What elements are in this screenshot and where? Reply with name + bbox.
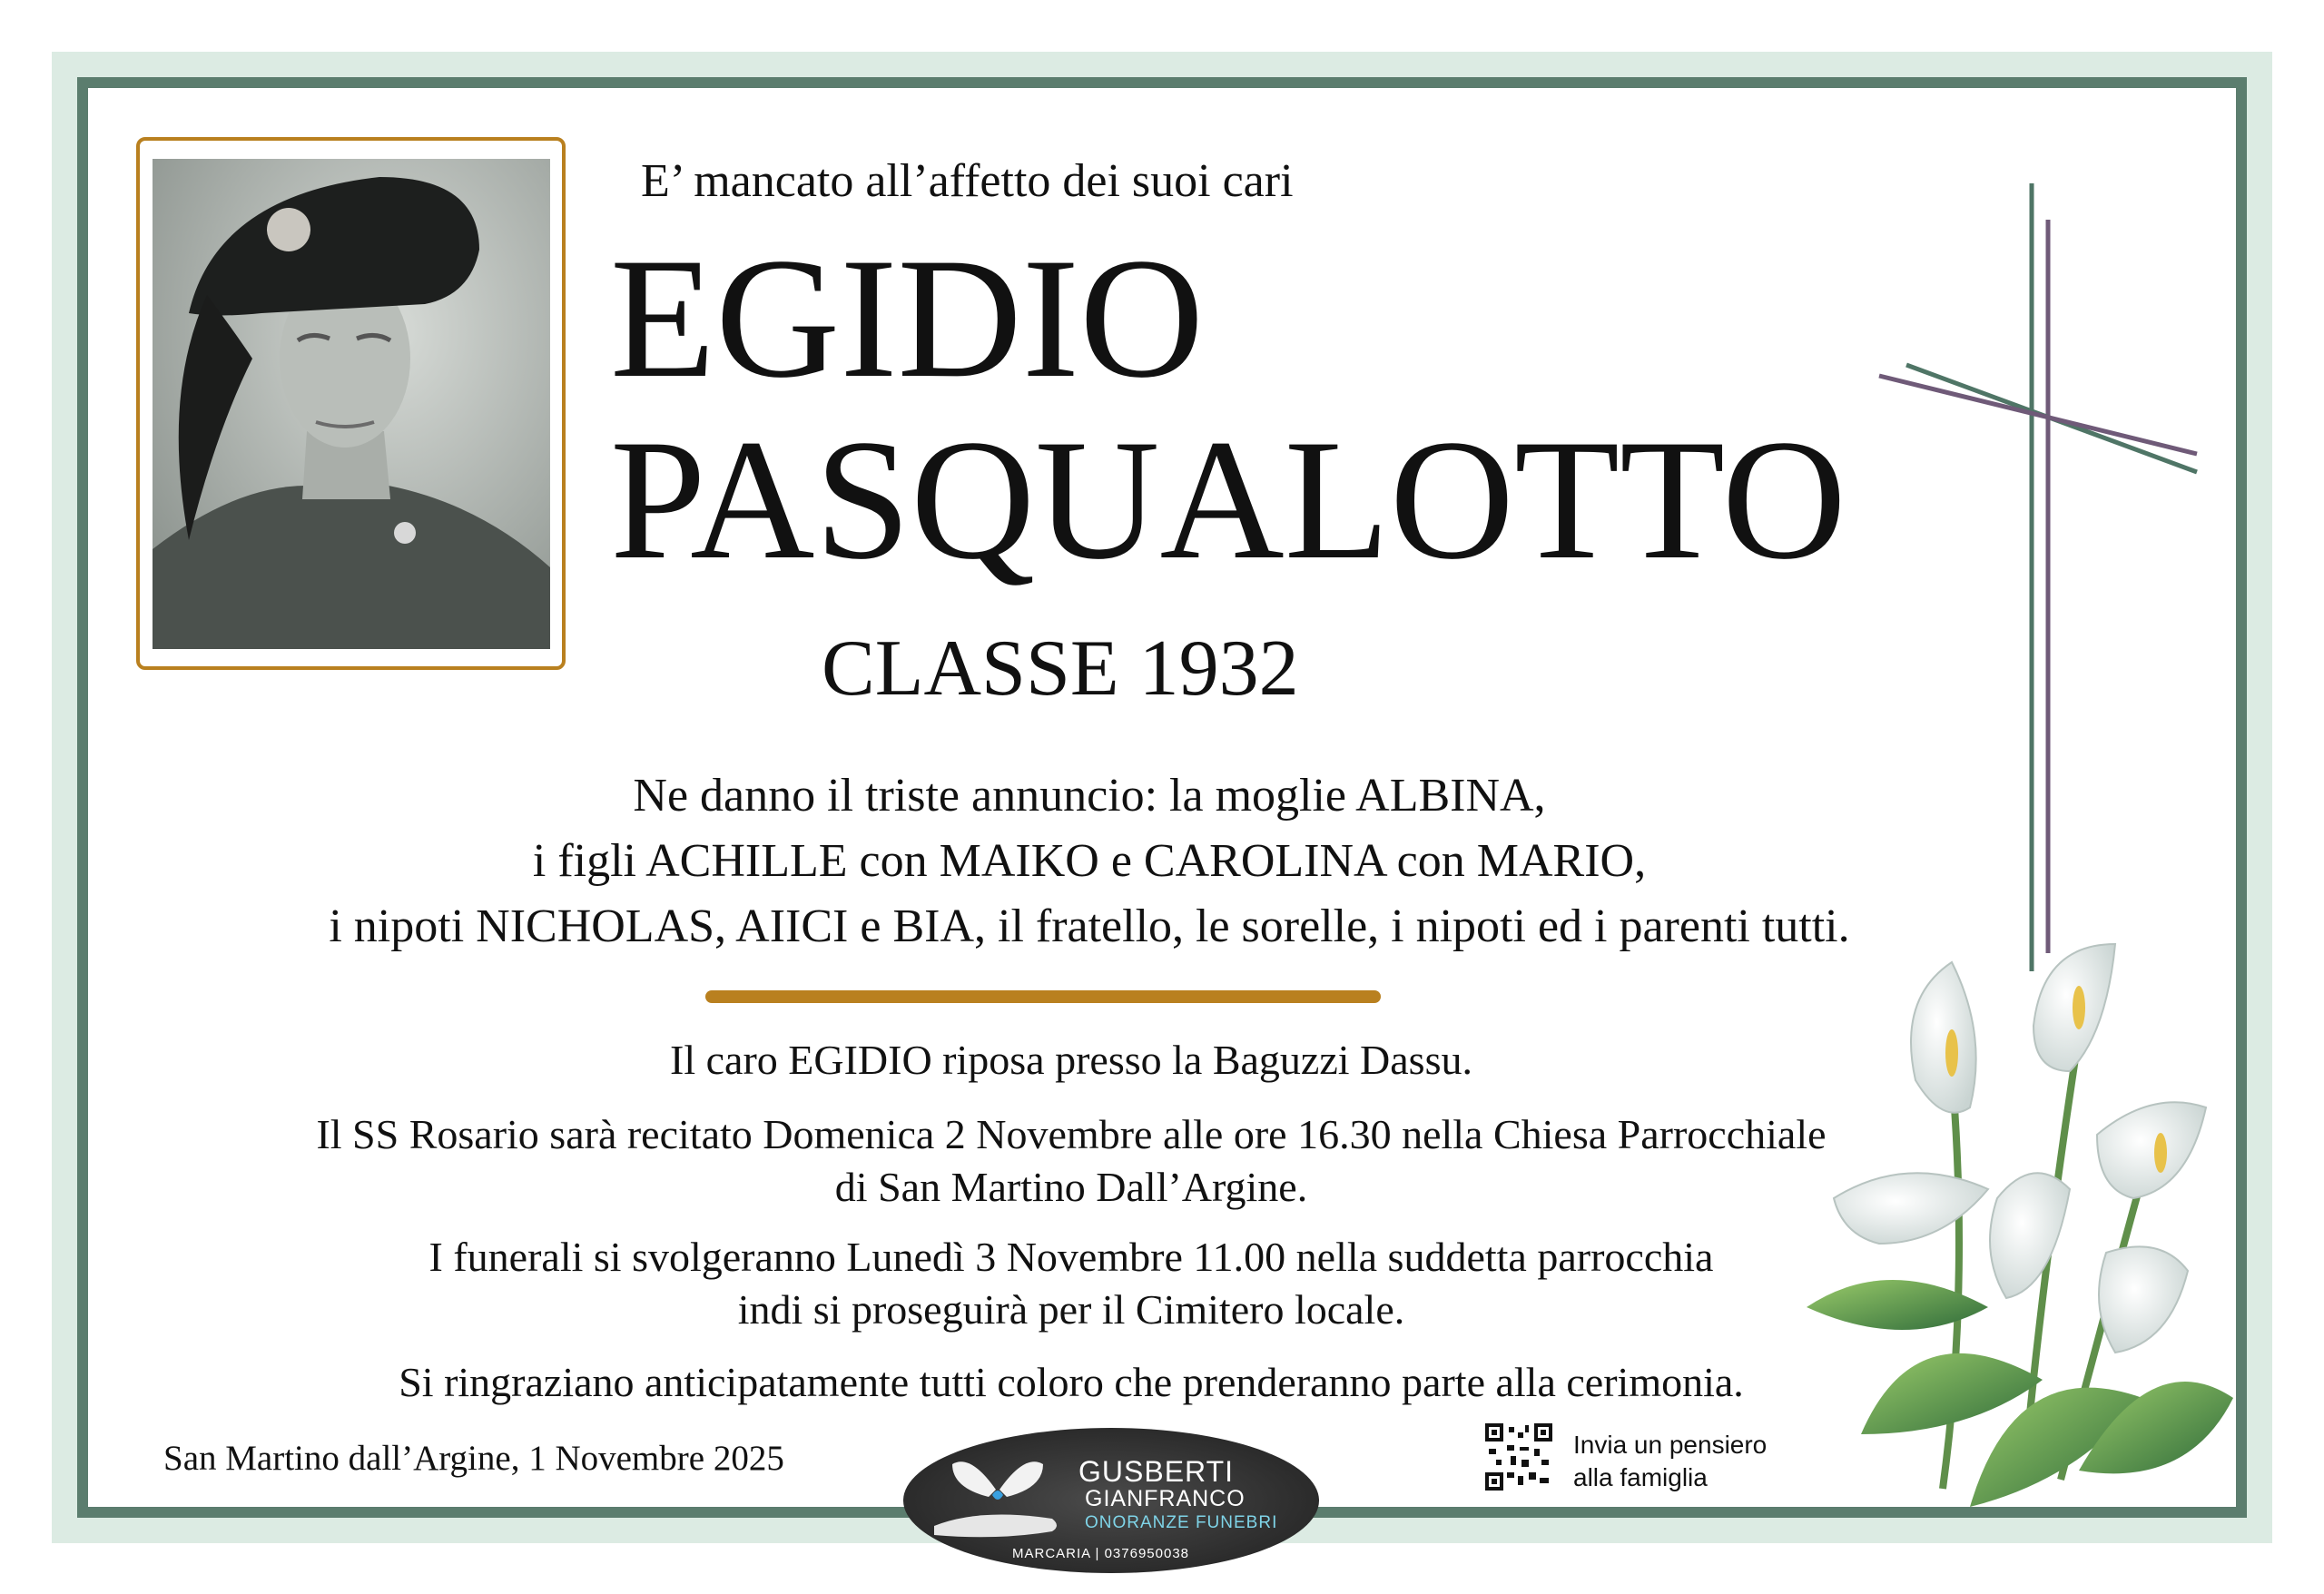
announcement-line: i figli ACHILLE con MAIKO e CAROLINA con MARIO, (532, 835, 1647, 887)
funeral-info (163, 1231, 1979, 1336)
funeral-line: I funerali si svolgeranno Lunedì 3 Novembre 11.00 nella suddetta parrocchia (428, 1234, 1714, 1280)
gold-divider (705, 990, 1381, 1003)
qr-caption-line: alla famiglia (1573, 1463, 1708, 1491)
calla-lily-flowers (1807, 926, 2242, 1543)
qr-caption-line: Invia un pensiero (1573, 1431, 1768, 1459)
logo-name-line1: GUSBERTI (1078, 1455, 1234, 1488)
announcement-line: i nipoti NICHOLAS, AIICI e BIA, il fratello, le sorelle, i nipoti ed i parenti tutti. (329, 900, 1850, 952)
portrait-photo-frame (136, 137, 566, 670)
rosary-info (163, 1108, 1979, 1214)
birth-class: CLASSE 1932 (822, 625, 1299, 713)
place-date: San Martino dall’Argine, 1 Novembre 2025 (163, 1439, 784, 1478)
rosary-line: Il SS Rosario sarà recitato Domenica 2 Novembre alle ore 16.30 nella Chiesa Parrocchiale (316, 1111, 1827, 1157)
announcement-block (145, 763, 2034, 959)
butterfly-hand-logo-icon (925, 1453, 1070, 1544)
portrait-photo (153, 159, 550, 649)
funeral-home-logo (903, 1428, 1319, 1573)
rosary-line: di San Martino Dall’Argine. (834, 1164, 1308, 1210)
deceased-last-name: PASQUALOTTO (610, 405, 1846, 595)
logo-subtitle: ONORANZE FUNEBRI (1085, 1513, 1278, 1532)
funeral-line: indi si proseguirà per il Cimitero locale. (737, 1286, 1405, 1333)
logo-contact: MARCARIA | 0376950038 (1012, 1546, 1190, 1561)
logo-name-line2: GIANFRANCO (1085, 1486, 1246, 1511)
announcement-line: Ne danno il triste annuncio: la moglie ALBINA, (633, 770, 1546, 822)
qr-code-icon[interactable] (1485, 1423, 1552, 1491)
cross-icon (1870, 172, 2215, 989)
qr-caption (1573, 1429, 1767, 1494)
thanks-text: Si ringraziano anticipatamente tutti coloro che prenderanno parte alla cerimonia. (399, 1359, 1744, 1405)
deceased-first-name: EGIDIO (610, 223, 1205, 414)
rest-location: Il caro EGIDIO riposa presso la Baguzzi Dassu. (670, 1037, 1472, 1083)
intro-text: E’ mancato all’affetto dei suoi cari (641, 155, 1294, 207)
